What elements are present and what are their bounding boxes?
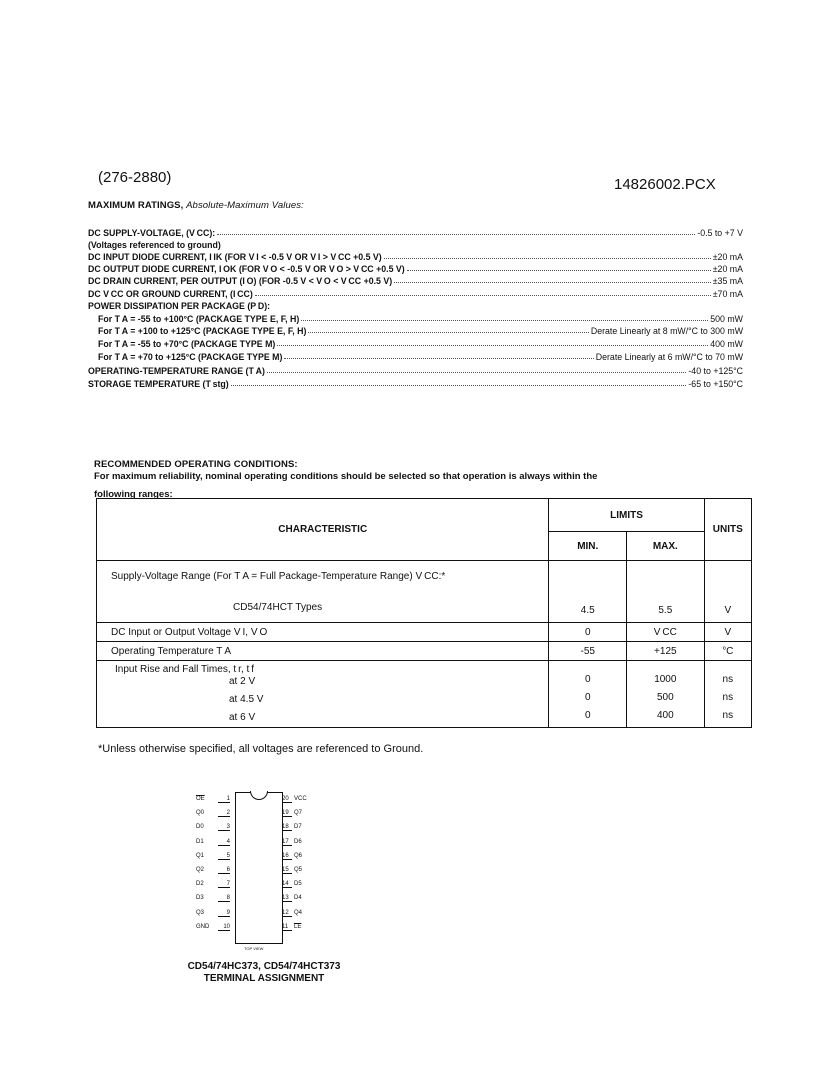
max-rating-label: STORAGE TEMPERATURE (T stg): [88, 379, 229, 389]
leader-dots: [394, 282, 711, 283]
pin-number: 2: [218, 810, 230, 817]
rise-max-2: 400: [656, 710, 674, 721]
pin-name: VCC: [294, 796, 307, 802]
pin-name: D6: [294, 838, 302, 845]
pin-right: [282, 867, 322, 874]
pin-right: [282, 810, 322, 817]
max-header: MAX.: [627, 532, 705, 561]
max-rating-label: POWER DISSIPATION PER PACKAGE (P D):: [88, 301, 271, 311]
pin-number: 16: [282, 853, 292, 860]
dc-max: V CC: [627, 623, 705, 642]
roc-table: [96, 498, 752, 728]
max-rating-value: ±70 mA: [712, 289, 743, 299]
pin-right: [282, 853, 322, 860]
temp-label: Operating Temperature T A: [97, 642, 549, 661]
leader-dots: [384, 258, 711, 259]
rise-min-2: 0: [584, 710, 591, 721]
pin-name: D4: [294, 895, 302, 902]
pin-name: Q0: [196, 810, 205, 817]
leader-dots: [217, 234, 695, 235]
pin-left: [196, 796, 236, 803]
temp-min: -55: [549, 642, 627, 661]
pin-number: 4: [218, 839, 230, 846]
pin-right: [282, 839, 322, 846]
limits-header: LIMITS: [549, 499, 704, 532]
table-row: [97, 561, 752, 623]
leader-dots: [277, 345, 708, 346]
max-ratings-title-italic: Absolute-Maximum Values:: [186, 200, 304, 211]
file-name: 14826002.PCX: [614, 176, 716, 193]
max-rating-row: [88, 377, 743, 389]
rise-units-0: ns: [722, 674, 734, 685]
pin-name: $\overline{OE}$: [196, 796, 205, 802]
rise-max-0: 1000: [654, 674, 677, 685]
pin-number: 20: [282, 796, 292, 803]
supply-cell: [97, 561, 549, 623]
dc-label: DC Input or Output Voltage V I, V O: [97, 623, 549, 642]
max-rating-value: ±35 mA: [712, 276, 743, 286]
characteristic-header: CHARACTERISTIC: [97, 499, 549, 561]
max-rating-label: DC SUPPLY-VOLTAGE, (V CC):: [88, 228, 216, 238]
pin-name: D0: [196, 824, 204, 831]
max-rating-label: For T A = +100 to +125°C (PACKAGE TYPE E, F, H): [98, 326, 307, 336]
pin-number: 12: [282, 910, 292, 917]
pin-name: D3: [196, 895, 204, 902]
max-rating-value: -65 to +150°C: [688, 379, 743, 389]
pin-number: 8: [218, 895, 230, 902]
rise-sub-2v: at 2 V: [229, 676, 256, 687]
table-row: [97, 642, 752, 661]
max-rating-label: DC V CC OR GROUND CURRENT, (I CC): [88, 289, 253, 299]
pin-name: D1: [196, 838, 204, 845]
supply-min: 4.5: [549, 561, 627, 623]
pin-left: [196, 853, 236, 860]
leader-dots: [284, 358, 593, 359]
pin-left: [196, 867, 236, 874]
rise-min: [549, 661, 627, 728]
rise-min-0: 0: [584, 674, 591, 685]
dc-units: V: [704, 623, 751, 642]
rise-cell: [97, 661, 549, 728]
rise-units: [704, 661, 751, 728]
leader-dots: [231, 385, 687, 386]
leader-dots: [255, 295, 711, 296]
pin-name: D5: [294, 881, 302, 888]
pin-name: Q4: [294, 909, 303, 916]
max-rating-value: 400 mW: [710, 339, 743, 349]
pin-number: 9: [218, 910, 230, 917]
max-rating-row: [88, 364, 743, 376]
max-rating-row: [88, 274, 743, 286]
pin-name: GND: [196, 923, 210, 930]
pin-number: 18: [282, 824, 292, 831]
pin-number: 10: [218, 924, 230, 931]
max-rating-row: [88, 250, 743, 262]
max-rating-label: (Voltages referenced to ground): [88, 240, 221, 250]
max-rating-label: OPERATING-TEMPERATURE RANGE (T A): [88, 366, 265, 376]
leader-dots: [308, 332, 588, 333]
pin-name: D7: [294, 824, 302, 831]
pin-right: [282, 796, 322, 803]
max-rating-value: Derate Linearly at 8 mW/°C to 300 mW: [590, 326, 743, 336]
max-rating-row: [88, 337, 743, 349]
chip-caption-line2: TERMINAL ASSIGNMENT: [203, 973, 325, 984]
max-rating-value: ±20 mA: [712, 264, 743, 274]
pin-left: [196, 910, 236, 917]
pin-right: [282, 881, 322, 888]
pin-number: 15: [282, 867, 292, 874]
max-rating-value: ±20 mA: [712, 252, 743, 262]
pin-name: D2: [196, 881, 204, 888]
rise-sub-6v: at 6 V: [229, 712, 256, 723]
min-header: MIN.: [549, 532, 627, 561]
pin-right: [282, 910, 322, 917]
pin-name: Q5: [294, 867, 303, 873]
max-rating-label: For T A = -55 to +70°C (PACKAGE TYPE M): [98, 339, 276, 349]
max-rating-value: -0.5 to +7 V: [697, 228, 743, 238]
max-rating-label: DC INPUT DIODE CURRENT, I IK (FOR V I < -0.5 V OR V I > V CC +0.5 V): [88, 252, 382, 262]
pin-number: 19: [282, 810, 292, 817]
pin-number: 3: [218, 824, 230, 831]
rise-sub-45v: at 4.5 V: [229, 694, 264, 705]
max-rating-value: 500 mW: [710, 314, 743, 324]
chip-caption-line1: CD54/74HC373, CD54/74HCT373: [187, 961, 341, 972]
pin-number: 6: [218, 867, 230, 874]
max-rating-label: DC OUTPUT DIODE CURRENT, I OK (FOR V O < -0.5 V OR V O > V CC +0.5 V): [88, 264, 405, 274]
pin-name: Q7: [294, 810, 303, 817]
pin-left: [196, 881, 236, 888]
max-rating-row: [88, 312, 743, 324]
temp-max: +125: [627, 642, 705, 661]
max-rating-row: [88, 226, 743, 238]
rise-max: [627, 661, 705, 728]
max-rating-label: For T A = +70 to +125°C (PACKAGE TYPE M): [98, 352, 283, 362]
document-code: (276-2880): [98, 169, 172, 186]
max-rating-row: [88, 287, 743, 299]
pin-number: 14: [282, 881, 292, 888]
pin-number: 1: [218, 796, 230, 803]
max-rating-row: [88, 299, 743, 311]
pin-number: 13: [282, 895, 292, 902]
roc-subtitle-line1: For maximum reliability, nominal operating conditions should be selected so that operation is always within the: [94, 471, 598, 482]
leader-dots: [301, 320, 708, 321]
max-ratings-title: [88, 200, 304, 211]
pin-left: [196, 924, 236, 931]
supply-units: V: [704, 561, 751, 623]
rise-min-1: 0: [584, 692, 591, 703]
pin-name: Q6: [294, 852, 303, 859]
pin-left: [196, 895, 236, 902]
pin-right: [282, 924, 322, 931]
units-header: UNITS: [704, 499, 751, 561]
rise-units-2: ns: [722, 710, 734, 721]
chip-package: [235, 792, 283, 944]
pin-number: 5: [218, 853, 230, 860]
max-rating-label: DC DRAIN CURRENT, PER OUTPUT (I O) (FOR -0.5 V < V O < V CC +0.5 V): [88, 276, 393, 286]
pin-left: [196, 839, 236, 846]
pin-name: Q2: [196, 867, 205, 873]
rise-units-1: ns: [722, 692, 734, 703]
max-rating-row: [88, 350, 743, 362]
pin-number: 17: [282, 839, 292, 846]
max-rating-row: [88, 238, 743, 250]
pin-number: 11: [282, 924, 292, 931]
dc-min: 0: [549, 623, 627, 642]
pin-name: Q3: [196, 909, 205, 916]
max-rating-row: [88, 324, 743, 336]
rise-label: Input Rise and Fall Times, t r, t f: [115, 664, 255, 675]
max-rating-label: For T A = -55 to +100°C (PACKAGE TYPE E, F, H): [98, 314, 300, 324]
pin-right: [282, 895, 322, 902]
table-row: [97, 623, 752, 642]
pin-name: $\overline{LE}$: [294, 923, 302, 930]
pin-name: Q1: [196, 852, 205, 859]
supply-max: 5.5: [627, 561, 705, 623]
leader-dots: [267, 372, 686, 373]
supply-label: Supply-Voltage Range (For T A = Full Package-Temperature Range) V CC:*: [111, 571, 446, 582]
rise-max-1: 500: [656, 692, 674, 703]
pin-number: 7: [218, 881, 230, 888]
temp-units: °C: [704, 642, 751, 661]
view-label: TOP VIEW: [244, 946, 264, 951]
supply-sub: CD54/74HCT Types: [233, 602, 323, 613]
pin-right: [282, 824, 322, 831]
roc-title: RECOMMENDED OPERATING CONDITIONS:: [94, 459, 298, 470]
footnote: *Unless otherwise specified, all voltages are referenced to Ground.: [98, 743, 424, 755]
pin-left: [196, 824, 236, 831]
max-rating-row: [88, 262, 743, 274]
max-rating-value: -40 to +125°C: [688, 366, 743, 376]
max-ratings-title-text: MAXIMUM RATINGS,: [88, 200, 184, 211]
max-rating-value: Derate Linearly at 6 mW/°C to 70 mW: [595, 352, 743, 362]
roc-subtitle-line2: following ranges:: [94, 489, 173, 500]
pin-left: [196, 810, 236, 817]
leader-dots: [407, 270, 711, 271]
table-row: [97, 661, 752, 728]
